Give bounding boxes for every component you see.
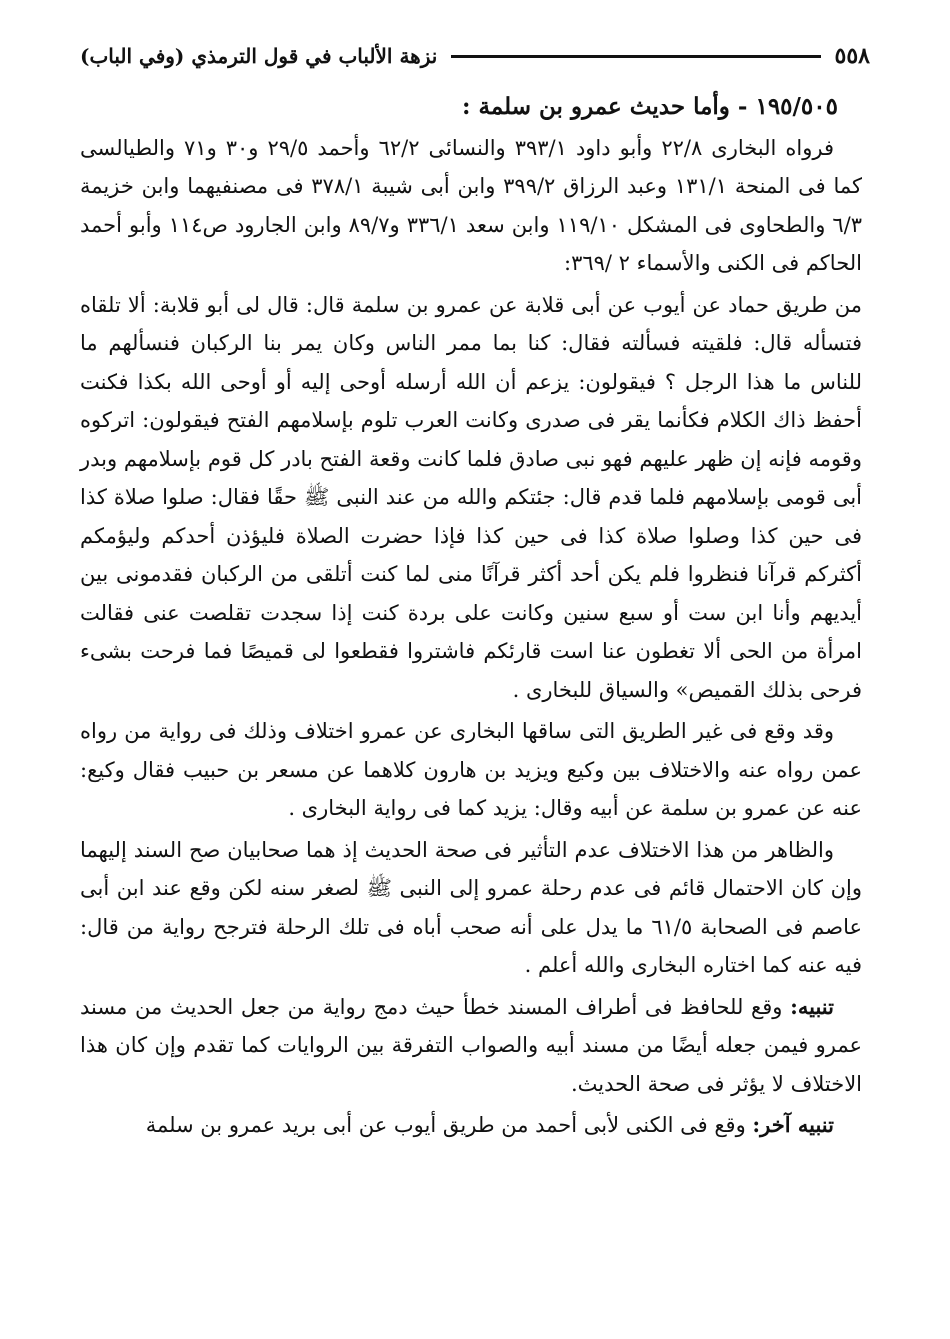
note-label: تنبیه: <box>790 993 834 1019</box>
page-body <box>80 88 862 1145</box>
paragraph-sources: فرواه البخاری ٢٢/٨ وأبو داود ٣٩٣/١ والنسائی ٦٢/٢ وأحمد ٢٩/٥ و٣٠ و٧١ والطیالسی کما فی المنحة ١٣١/١ وعبد الرزاق ٣٩٩/٢ وابن أبی شیبة ٣٧٨/١ فی مصنفیهما وابن خزیمة ٦/٣ والطحاوی فی المشکل ١١٩/١٠ وابن سعد ٣٣٦/١ و٨٩/٧ وابن الجارود ص١١٤ وأبو أحمد الحاکم فی الکنی والأسماء ٢ /٣٦٩: <box>80 135 862 275</box>
paragraph-conclusion: والظاهر من هذا الاختلاف عدم التأثیر فی صحة الحدیث إذ هما صحابیان صح السند إلیهما وإن کان الاحتمال قائم فی عدم رحلة عمرو إلی النبی ﷺ لصغر سنه لکن وقع عند ابن أبی عاصم فی الصحابة ٦١/٥ ما یدل علی أنه صحب أباه فی تلك الرحلة فترجح روایة من قال: فیه عنه کما اختاره البخاری والله أعلم . <box>80 837 862 977</box>
running-header <box>80 38 870 74</box>
page-number: ٥٥٨ <box>834 43 870 69</box>
header-rule <box>451 55 820 58</box>
note-paragraph <box>80 988 862 1104</box>
note-label-2: تنبیه آخر: <box>752 1112 834 1137</box>
paragraph-variation: وقد وقع فی غیر الطریق التی ساقها البخاری عن عمرو اختلاف وذلك فی روایة من رواه عمن رواه عنه والاختلاف بین وکیع ویزید بن هارون کلاهما عن مسعر بن حبیب فقال وکیع: عنه عن عمرو بن سلمة عن أبیه وقال: یزید کما فی روایة البخاری . <box>80 719 862 820</box>
paragraph-hadith-text: من طریق حماد عن أیوب عن أبی قلابة عن عمرو بن سلمة قال: قال لی أبو قلابة: ألا تلقاه فتسأله قال: فلقیته فسألته فقال: کنا بما ممر الناس وکان یمر بنا الرکبان فنسألهم ما للناس ما هذا الرجل ؟ فیقولون: یزعم أن الله أرسله أوحی إلیه أو أوحی الله بکذا فکنت أحفظ ذاك الکلام فکأنما یقر فی صدری وکانت العرب تلوم بإسلامهم الفتح فیقولون: اترکوه وقومه فإنه إن ظهر علیهم فهو نبی صادق فلما کانت وقعة الفتح بادر کل قوم بإسلامهم وبدر أبی قومی بإسلامهم فلما قدم قال: جئتکم والله من عند النبی ﷺ حقًا فقال: صلوا صلاة کذا فی حین کذا وصلوا صلاة کذا فی حین کذا فإذا حضرت الصلاة فلیؤذن أحدکم ولیؤمکم أکثرکم قرآنا فنظروا فلم یکن أحد أکثر قرآنًا منی لما کنت أتلقی من الرکبان فقدمونی بین أیدیهم وأنا ابن ست أو سبع سنین وکانت علی بردة کنت إذا سجدت تقلصت عنی فقالت امرأة من الحی ألا تغطون عنا است قارئکم فاشتروا فقطعوا لی قمیصًا فما فرحت بشیء فرحی بذلك القمیص» والسیاق للبخاری . <box>80 292 862 702</box>
running-title: نزهة الألباب في قول الترمذي (وفي الباب) <box>80 44 438 68</box>
note-text-2: وقع فی الکنی لأبی أحمد من طریق أیوب عن أبی برید عمرو بن سلمة <box>145 1113 746 1137</box>
section-heading: ١٩٥/٥٠٥ - وأما حديث عمرو بن سلمة : <box>462 93 838 120</box>
note-text: وقع للحافظ فی أطراف المسند خطأ حیث دمج روایة من جعل الحدیث من مسند عمرو فیمن جعله أیضًا من مسند أبیه والصواب التفرقة بین الروایات کما تقدم وإن کان هذا الاختلاف لا یؤثر فی صحة الحدیث. <box>80 994 862 1096</box>
note-paragraph-2 <box>80 1106 862 1145</box>
